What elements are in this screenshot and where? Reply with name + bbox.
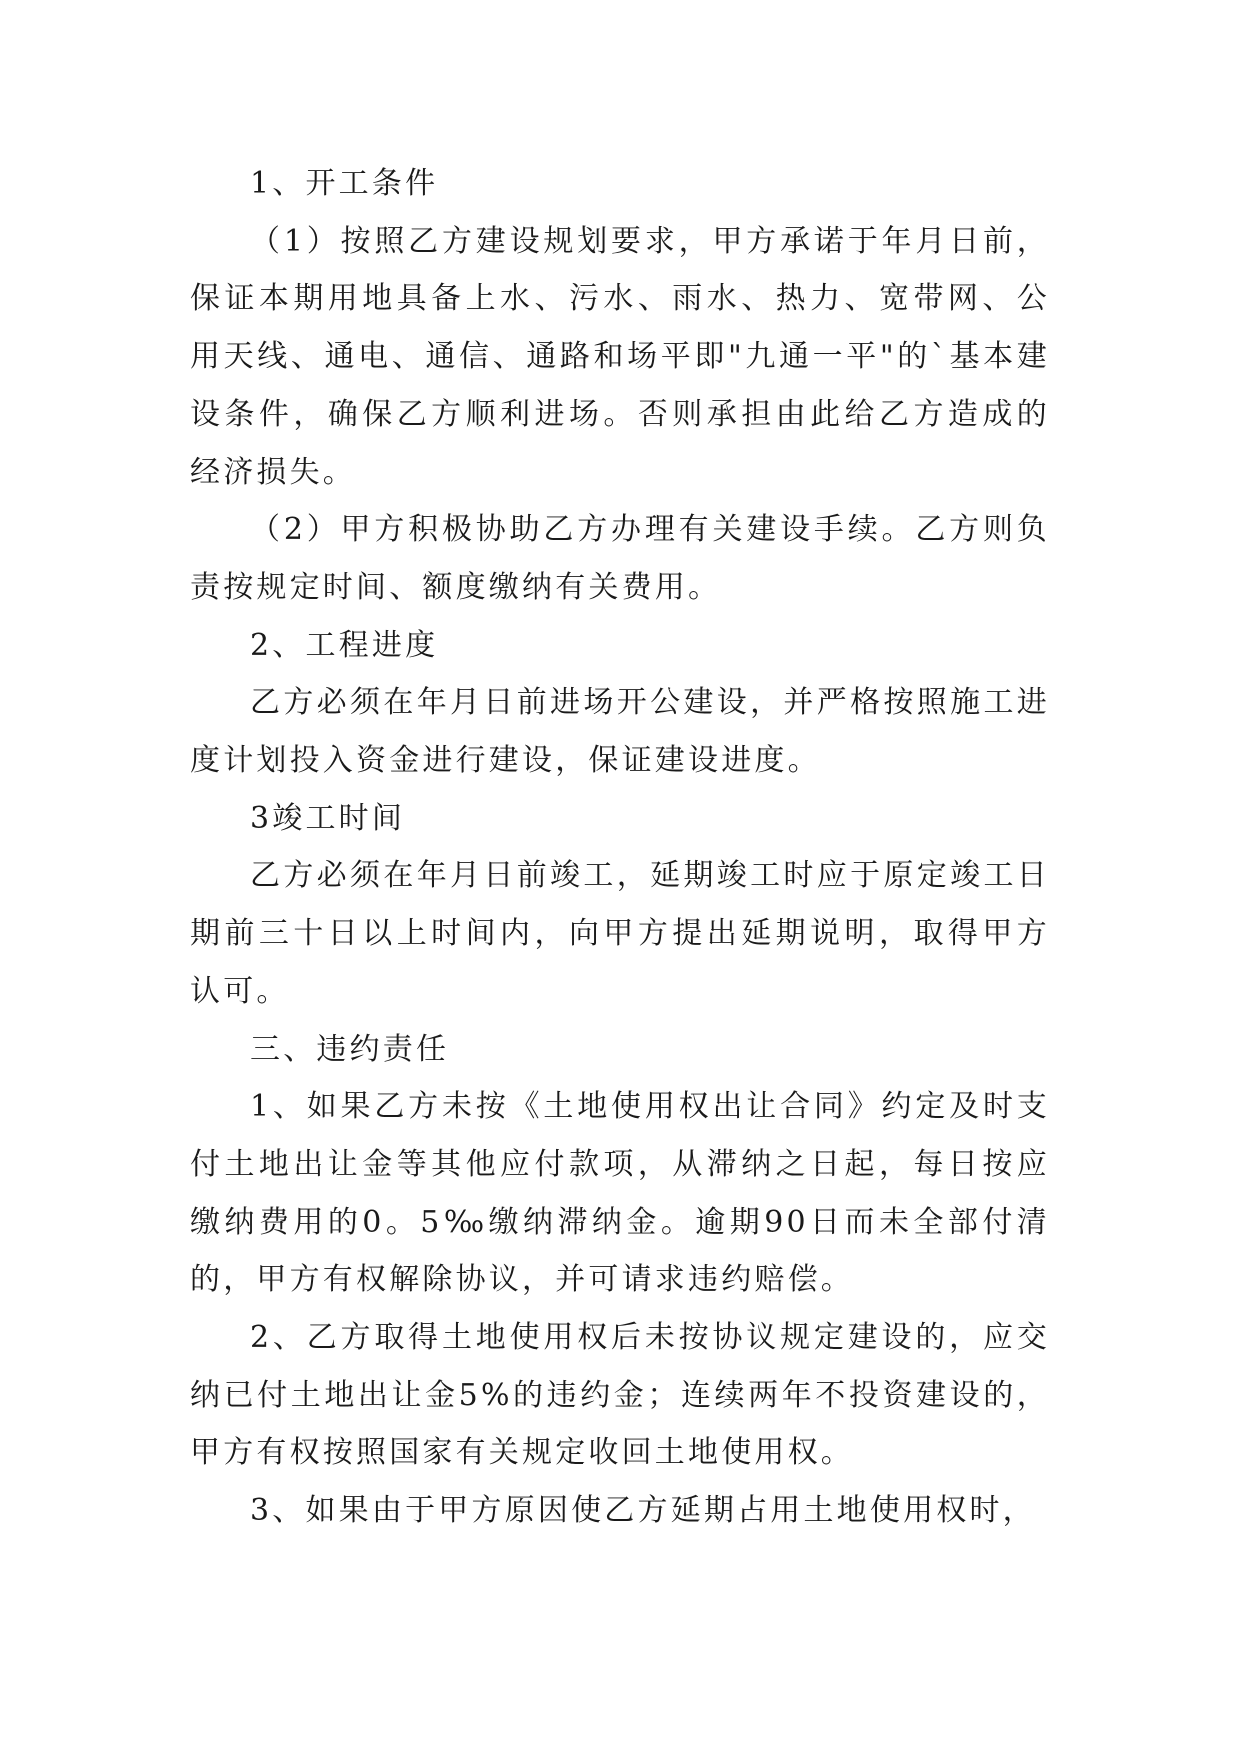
clause-heading-start-conditions: 1、开工条件 <box>250 166 439 201</box>
clause-heading-completion: 3竣工时间 <box>250 800 406 836</box>
clause-heading-progress: 2、工程进度 <box>250 627 439 663</box>
paragraph-construction-procedures: （2）甲方积极协助乙方办理有关建设手续。乙方则负责按规定时间、额度缴纳有关费用。 <box>190 512 1050 605</box>
paragraph-liability-construction: 2、乙方取得土地使用权后未按协议规定建设的，应交纳已付土地出让金5%的违约金；连续两年不投资建设的，甲方有权按照国家有关规定收回土地使用权。 <box>190 1320 1050 1471</box>
section-heading-liability: 三、违约责任 <box>250 1031 450 1067</box>
paragraph-completion: 乙方必须在年月日前竣工，延期竣工时应于原定竣工日期前三十日以上时间内，向甲方提出延期说明，取得甲方认可。 <box>190 858 1050 1009</box>
document-body <box>190 155 1050 1540</box>
paragraph-liability-delay: 3、如果由于甲方原因使乙方延期占用土地使用权时， <box>250 1493 1036 1529</box>
paragraph-site-conditions: （1）按照乙方建设规划要求，甲方承诺于年月日前，保证本期用地具备上水、污水、雨水、热力、宽带网、公用天线、通电、通信、通路和场平即"九通一平"的`基本建设条件，确保乙方顺利进场。否则承担由此给乙方造成的经济损失。 <box>190 223 1050 490</box>
paragraph-liability-payment: 1、如果乙方未按《土地使用权出让合同》约定及时支付土地出让金等其他应付款项，从滞纳之日起，每日按应缴纳费用的0。5‰缴纳滞纳金。逾期90日而未全部付清的，甲方有权解除协议，并可请求违约赔偿。 <box>190 1089 1050 1298</box>
paragraph-progress: 乙方必须在年月日前进场开公建设，并严格按照施工进度计划投入资金进行建设，保证建设进度。 <box>190 685 1050 779</box>
